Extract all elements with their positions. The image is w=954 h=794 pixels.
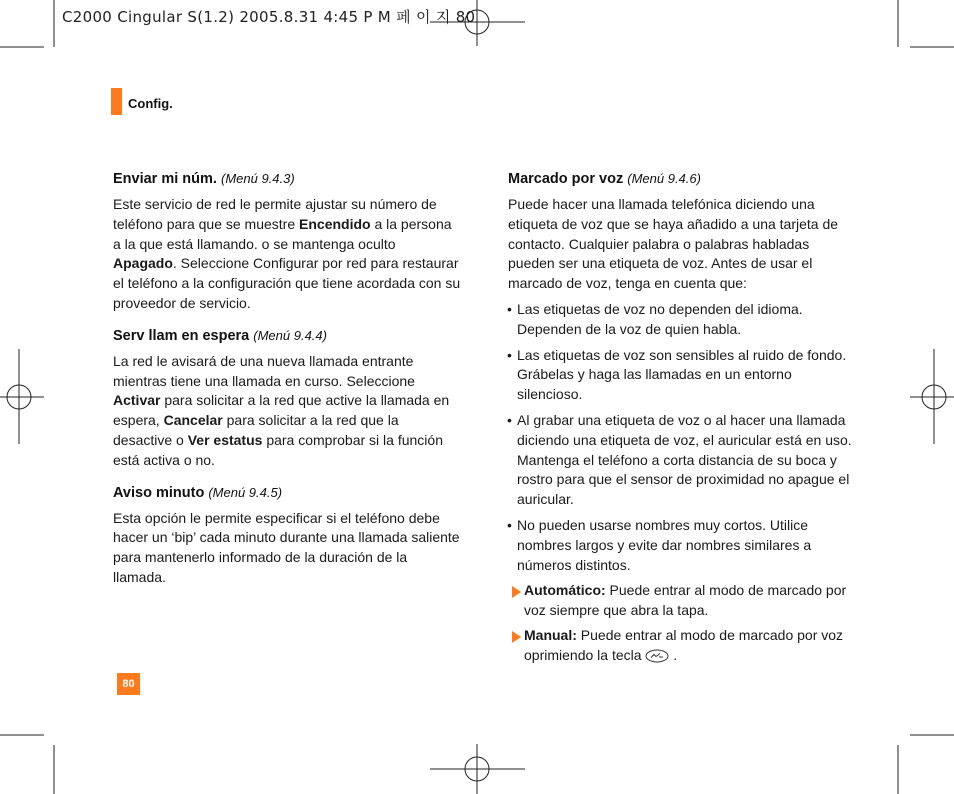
option-manual: Manual: Puede entrar al modo de marcado por voz oprimiendo la tecla . [508,626,856,666]
send-key-icon [645,649,669,663]
heading-aviso-minuto: Aviso minuto (Menú 9.4.5) [113,484,283,501]
heading-serv-llam-espera: Serv llam en espera (Menú 9.4.4) [113,327,327,344]
bullet-list [508,300,856,575]
page-number: 80 [117,673,140,695]
menu-ref: (Menú 9.4.6) [627,171,701,186]
list-item: • Al grabar una etiqueta de voz o al hacer una llamada diciendo una etiqueta de voz, el auricular está en uso. Mantenga el teléfono a corta distancia de su boca y rostro para que el sensor de proximidad no apague el auricular. [508,411,856,510]
heading-marcado-por-voz: Marcado por voz (Menú 9.4.6) [508,171,701,187]
list-item: • Las etiquetas de voz no dependen del idioma. Dependen de la voz de quien habla. [508,300,856,340]
menu-ref: (Menú 9.4.3) [220,171,295,186]
section-label: Config. [128,96,173,111]
paragraph-serv-llam-espera: La red le avisará de una nueva llamada entrante mientras tiene una llamada en curso. Seleccione Activar para solicitar a la red que active la llamada en espera, Cancelar para solicitar a la red que la desactive o Ver estatus para comprobar si la función está activa o no. [113,352,450,468]
menu-ref: (Menú 9.4.4) [253,327,327,343]
paragraph-marcado-intro: Puede hacer una llamada telefónica diciendo una etiqueta de voz que se haya añadido a una tarjeta de contacto. Cualquier palabra o palabras habladas pueden ser una etiqueta de voz. Antes de usar el marcado de voz, tenga en cuenta que: [508,196,839,292]
option-automatico: Automático: Puede entrar al modo de marcado por voz siempre que abra la tapa. [508,581,856,621]
menu-ref: (Menú 9.4.5) [208,484,283,500]
print-slug: C2000 Cingular S(1.2) 2005.8.31 4:45 P M 페 이 지 80 [62,8,476,26]
section-tab [111,88,122,115]
paragraph-enviar-mi-num: Este servicio de red le permite ajustar su número de teléfono para que se muestre Encendido a la persona a la que está llamando. o se mantenga oculto Apagado. Seleccione Configurar por red para restaurar el teléfono a la configuración que tiene acordada con su proveedor de servicio. [113,196,461,311]
list-item: • Las etiquetas de voz son sensibles al ruido de fondo. Grábelas y haga las llamadas en un entorno silencioso. [508,346,856,405]
left-column [113,170,461,601]
paragraph-aviso-minuto: Esta opción le permite especificar si el teléfono debe hacer un ‘bip’ cada minuto durante una llamada saliente para mantenerlo informado de la duración de la llamada. [113,509,460,585]
list-item: • No pueden usarse nombres muy cortos. Utilice nombres largos y evite dar nombres similares a números distintos. [508,516,856,575]
arrow-icon [512,586,521,598]
right-column [508,170,856,671]
arrow-icon [512,631,521,643]
heading-enviar-mi-num: Enviar mi núm. (Menú 9.4.3) [113,171,295,187]
